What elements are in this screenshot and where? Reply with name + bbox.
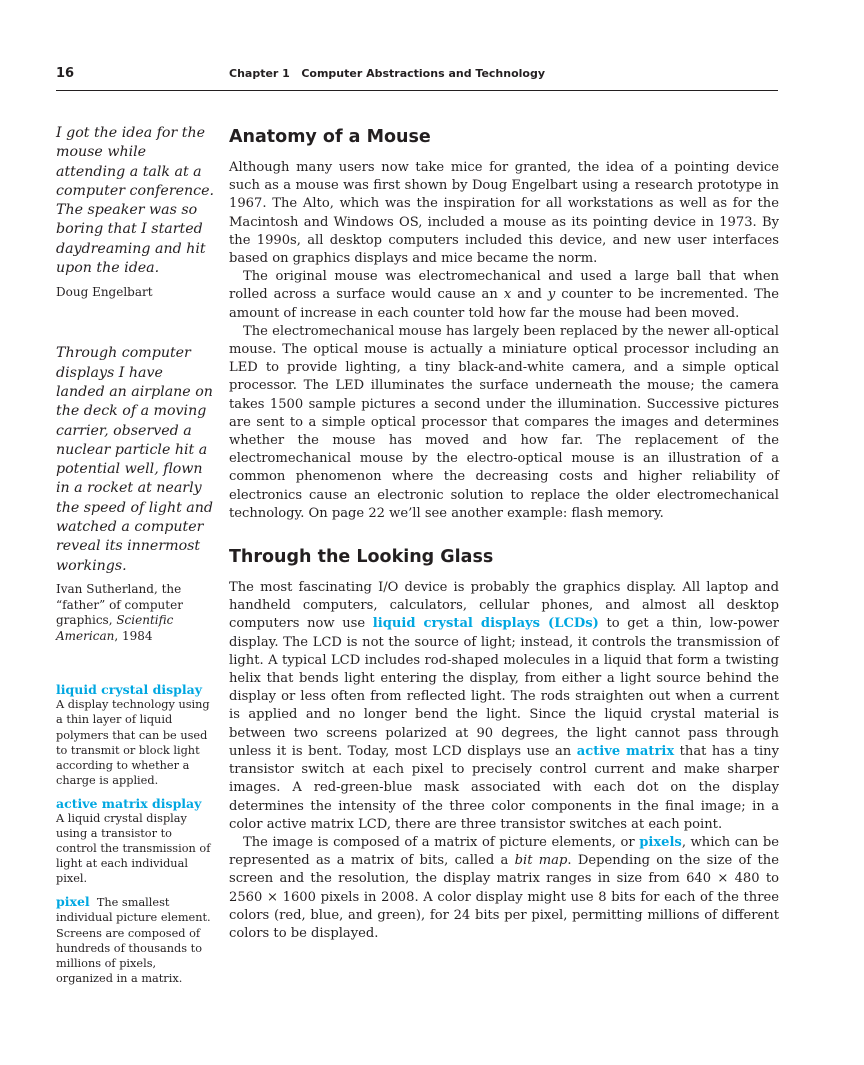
engelbart-attribution: Doug Engelbart — [56, 285, 153, 300]
paragraph-text: The image is composed of a matrix of picture elements, or — [243, 834, 640, 850]
glossary-entry-active-matrix — [56, 796, 214, 886]
paragraph-text: The most fascinating I/O device is probably the graphics display. All laptop and handheld computers, calculators, cellular phones, and almost all desktop computers now use — [229, 580, 779, 632]
key-term-active-matrix: active matrix — [576, 743, 675, 759]
paragraph-text: and — [511, 287, 548, 303]
sutherland-attribution-text: Ivan Sutherland, the “father” of computer graphics, — [56, 581, 183, 628]
key-term-pixels: pixels — [639, 834, 682, 850]
paragraph-text: , which can be represented as a matrix of bits, called a — [229, 834, 779, 869]
margin-column — [56, 124, 214, 986]
term-bit-map: bit map — [514, 853, 568, 869]
glossary-definition: A display technology using a thin layer of liquid polymers that can be used to transmit or block light according to whether a charge is applied. — [56, 698, 210, 787]
paragraph-text: to get a thin, low-power display. The LCD is not the source of light; instead, it controls the transmission of light. A typical LCD includes rod-shaped molecules in a liquid that form a twisting helix that bends light entering the display, from either a light source behind the display or less often from reflected light. The rods straighten out when a current is applied and no longer bend the light. Since the liquid crystal material is between two screens polarized at 90 degrees, the light cannot pass through unless it is bent. Today, most LCD displays use an — [229, 616, 779, 759]
variable-x: x — [503, 287, 512, 303]
glossary-entry-lcd — [56, 682, 214, 788]
engelbart-quote: I got the idea for the mouse while attending a talk at a computer conference. The speaker was so boring that I started daydreaming and hit upon the idea. — [56, 125, 214, 277]
paragraph-text: that has a tiny transistor switch at each pixel to precisely control current and make sharper images. A red-green-blue mask associated with each dot on the display determines the intensity of the three color components in the final image; in a color active matrix LCD, there are three transistor switches at each point. — [229, 743, 779, 832]
paragraph — [229, 834, 779, 943]
page-number: 16 — [56, 66, 75, 81]
glossary-term: active matrix display — [56, 795, 202, 811]
sutherland-attribution — [56, 582, 214, 644]
paragraph-text: counter to be incremented. The amount of increase in each counter told how far the mouse had been moved. — [229, 287, 779, 321]
glossary-term: liquid crystal display — [56, 682, 203, 698]
glossary-text — [56, 894, 214, 986]
glossary-term: pixel — [56, 894, 90, 910]
paragraph — [229, 579, 779, 834]
sutherland-quote: Through computer displays I have landed an airplane on the deck of a moving carrier, observed a nuclear particle hit a potential well, flown in a rocket at nearly the speed of light and watched a computer reveal its innermost workings. — [56, 345, 213, 574]
paragraph: Although many users now take mice for granted, the idea of a pointing device such as a mouse was first shown by Doug Engelbart using a research prototype in 1967. The Alto, which was the inspiration for all workstations as well as for the Macintosh and Windows OS, included a mouse as its pointing device in 1973. By the 1990s, all desktop computers included this device, and new user interfaces based on graphics displays and mice became the norm. — [229, 160, 779, 267]
glossary-entry-pixel — [56, 894, 214, 986]
chapter-title: Chapter 1 Computer Abstractions and Technology — [229, 67, 546, 80]
paragraph: The electromechanical mouse has largely been replaced by the newer all-optical mouse. The optical mouse is actually a miniature optical processor including an LED to provide lighting, a tiny black-and-white camera, and a simple optical processor. The LED illuminates the surface underneath the mouse; the camera takes 1500 sample pictures a second under the illumination. Successive pictures are sent to a simple optical processor that compares the images and determines whether the mouse has moved and how far. The replacement of the electromechanical mouse by the electro-optical mouse is an illustration of a common phenomenon where the decreasing costs and higher reliability of electronics cause an electronic solution to replace the older electromechanical technology. On page 22 we’ll see another example: flash memory. — [229, 323, 779, 521]
key-term-lcd: liquid crystal displays (LCDs) — [372, 616, 599, 632]
paragraph-text: . Depending on the size of the screen and the resolution, the display matrix ranges in size from 640 × 480 to 2560 × 1600 pixels in 2008. A color display might use 8 bits for each of the three colors (red, blue, and green), for 24 bits per pixel, permitting millions of different colors to be displayed. — [229, 853, 779, 941]
paragraph — [229, 268, 779, 323]
publication-year: , 1984 — [114, 628, 153, 643]
paragraph-text: The original mouse was electromechanical and used a large ball that when rolled across a surface would cause an — [229, 269, 779, 303]
glossary-definition: The smallest individual picture element. Screens are composed of hundreds of thousands to millions of pixels, organized in a matrix. — [56, 896, 211, 985]
publication-name: Scientific American — [56, 613, 174, 643]
section-heading-looking-glass: Through the Looking Glass — [229, 547, 494, 568]
running-header — [56, 66, 778, 91]
section-heading-mouse: Anatomy of a Mouse — [229, 127, 431, 147]
glossary-definition: A liquid crystal display using a transistor to control the transmission of light at each individual pixel. — [56, 811, 211, 886]
main-column — [229, 125, 779, 943]
variable-y: y — [547, 287, 556, 303]
